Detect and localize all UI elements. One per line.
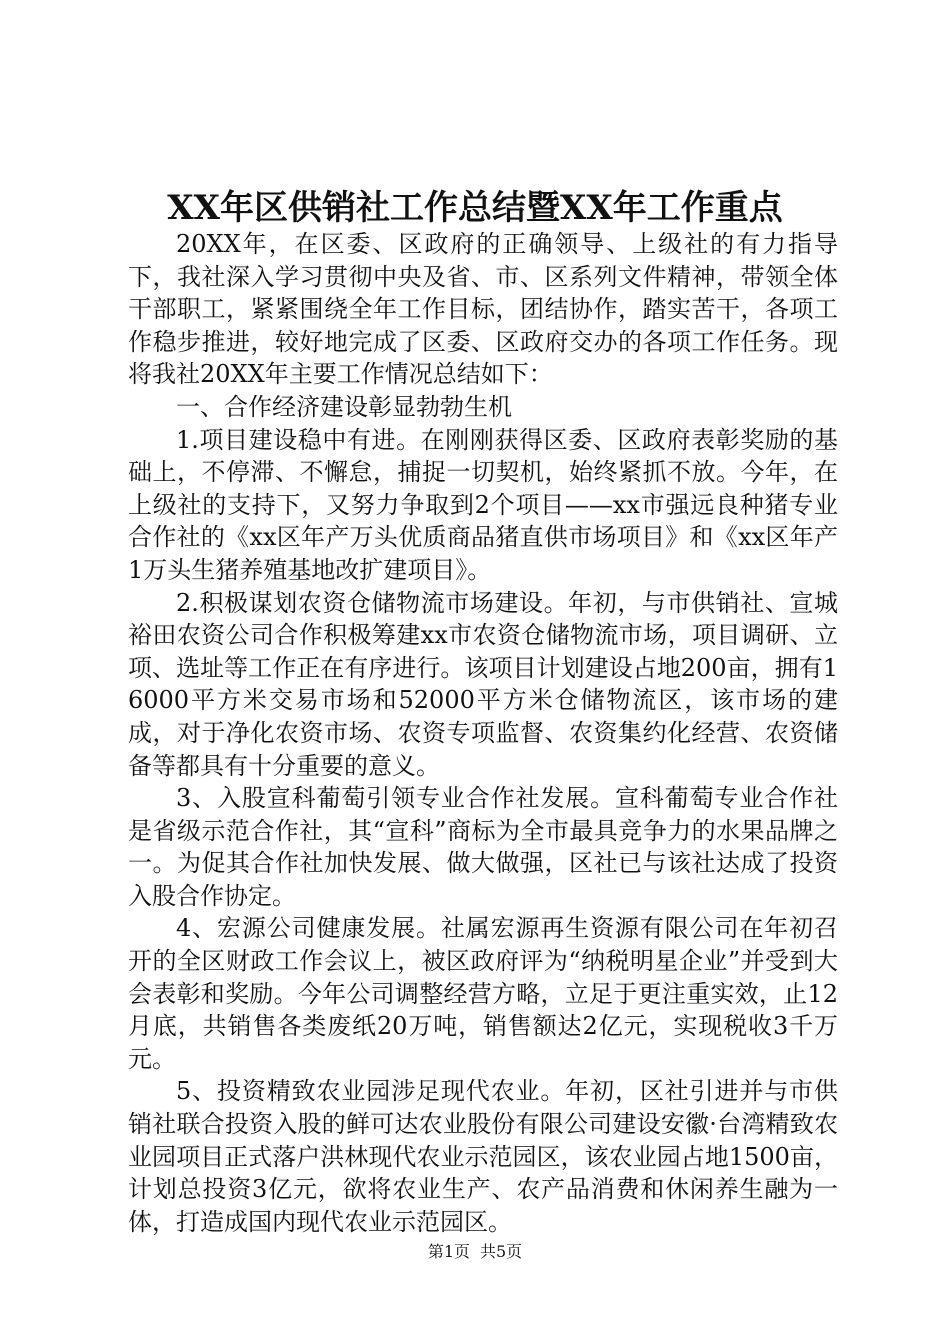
document-body	[128, 228, 838, 1238]
paragraph-item-3: 3、入股宣科葡萄引领专业合作社发展。宣科葡萄专业合作社是省级示范合作社，其“宣科”商标为全市最具竞争力的水果品牌之一。为促其合作社加快发展、做大做强，区社已与该社达成了投资入股合作协定。	[128, 784, 838, 910]
paragraph-item-1: 1.项目建设稳中有进。在刚刚获得区委、区政府表彰奖励的基础上，不停滞、不懈怠，捕捉一切契机，始终紧抓不放。今年，在上级社的支持下，又努力争取到2个项目——xx市强远良种猪专业合作社的《xx区年产万头优质商品猪直供市场项目》和《xx区年产1万头生猪养殖基地改扩建项目》。	[128, 425, 838, 584]
paragraph-intro: 20XX年，在区委、区政府的正确领导、上级社的有力指导下，我社深入学习贯彻中央及省、市、区系列文件精神，带领全体干部职工，紧紧围绕全年工作目标，团结协作，踏实苦干，各项工作稳步推进，较好地完成了区委、区政府交办的各项工作任务。现将我社20XX年主要工作情况总结如下：	[128, 230, 838, 389]
document-title: XX年区供销社工作总结暨XX年工作重点	[167, 188, 783, 228]
paragraph-item-5: 5、投资精致农业园涉足现代农业。年初，区社引进并与市供销社联合投资入股的鲜可达农业股份有限公司建设安徽·台湾精致农业园项目正式落户洪林现代农业示范园区，该农业园占地1500亩，计划总投资3亿元，欲将农业生产、农产品消费和休闲养生融为一体，打造成国内现代农业示范园区。	[128, 1077, 838, 1236]
page-number: 第1页	[427, 1242, 470, 1261]
section-heading: 一、合作经济建设彰显勃勃生机	[176, 392, 512, 421]
paragraph-item-4: 4、宏源公司健康发展。社属宏源再生资源有限公司在年初召开的全区财政工作会议上，被区政府评为“纳税明星企业”并受到大会表彰和奖励。今年公司调整经营方略，立足于更注重实效，止12月底，共销售各类废纸20万吨，销售额达2亿元，实现税收3千万元。	[128, 914, 838, 1073]
page-total: 共5页	[480, 1242, 523, 1261]
paragraph-item-2: 2.积极谋划农资仓储物流市场建设。年初，与市供销社、宣城裕田农资公司合作积极筹建xx市农资仓储物流市场，项目调研、立项、选址等工作正在有序进行。该项目计划建设占地200亩，拥有16000平方米交易市场和52000平方米仓储物流区，该市场的建成，对于净化农资市场、农资专项监督、农资集约化经营、农资储备等都具有十分重要的意义。	[128, 588, 838, 780]
page-footer	[0, 1240, 950, 1264]
